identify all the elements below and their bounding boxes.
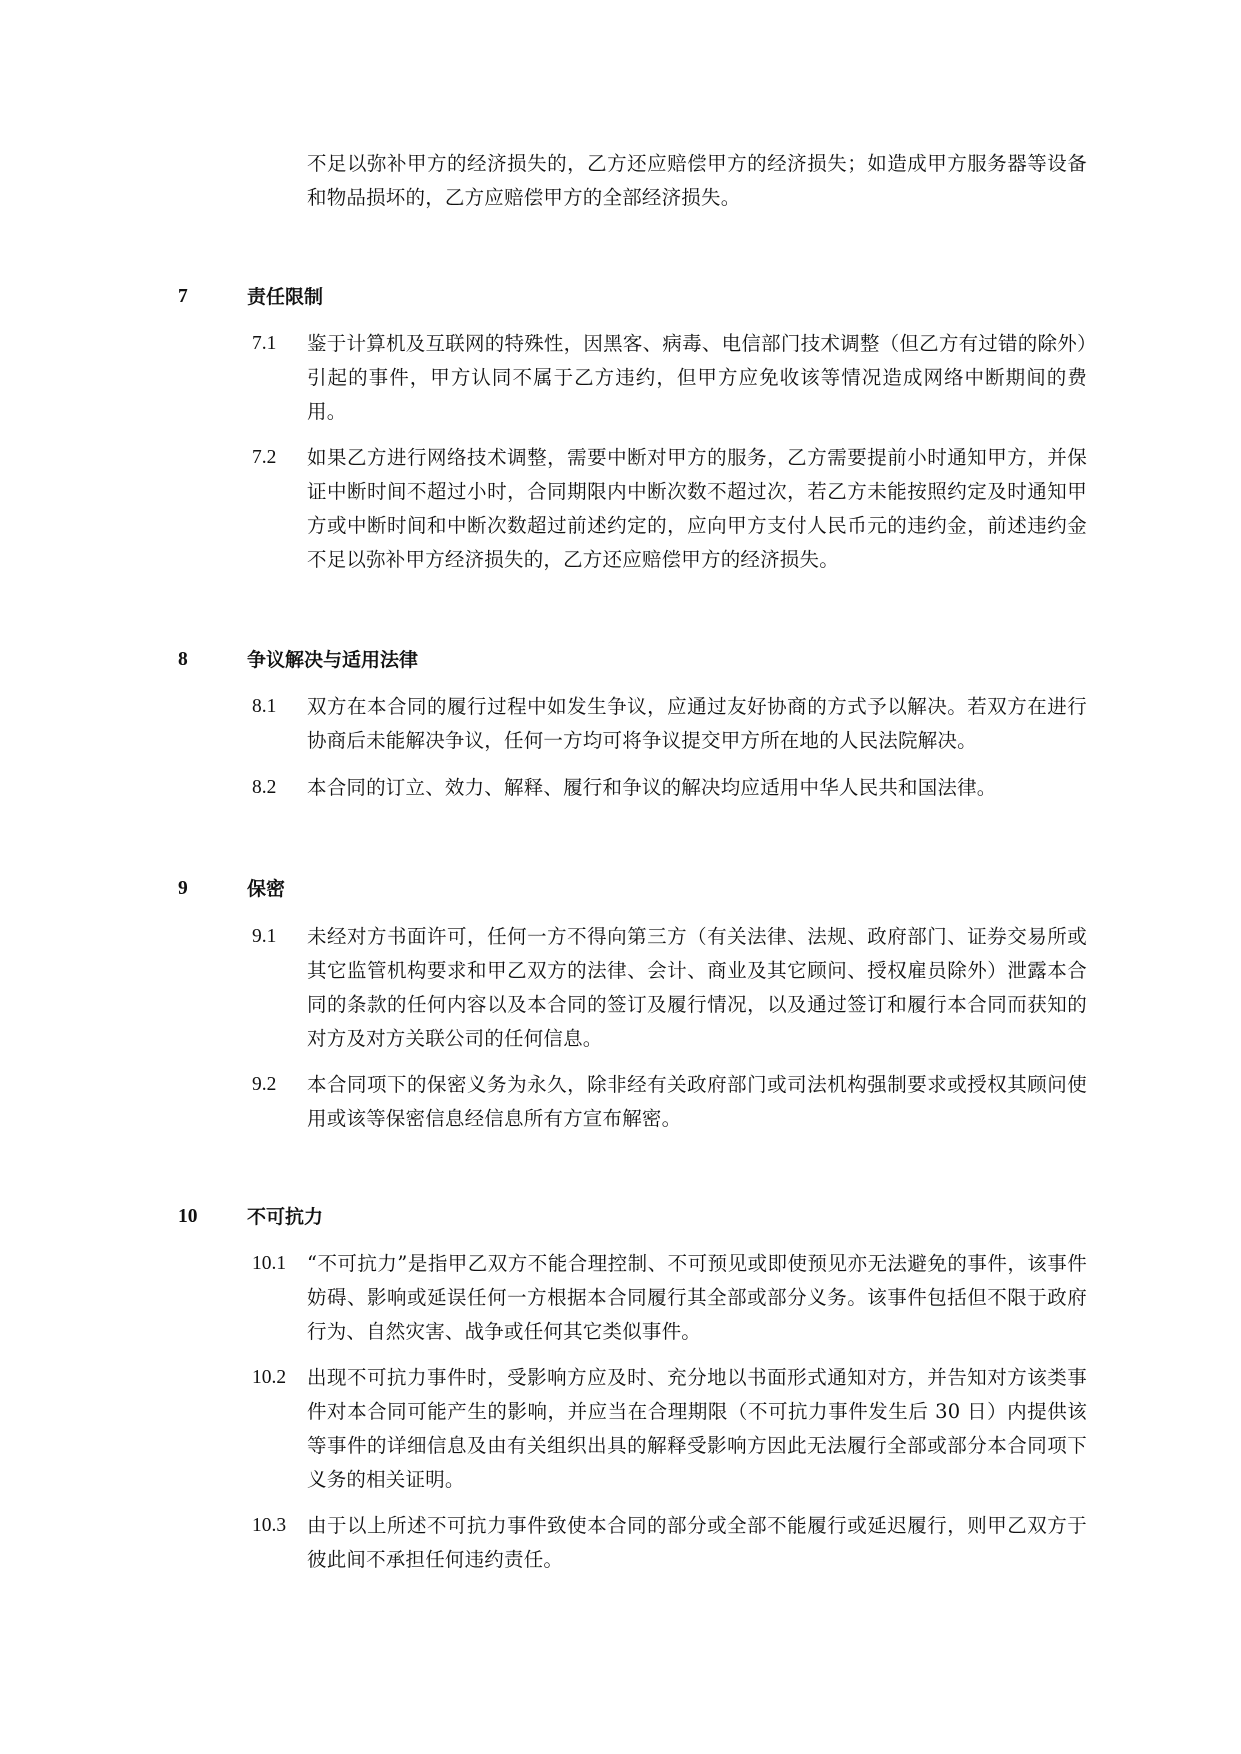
section-title: 不可抗力 (247, 1206, 324, 1228)
clause-number: 8.2 (252, 777, 277, 798)
clause-text: 出现不可抗力事件时，受影响方应及时、充分地以书面形式通知对方，并告知对方该类事件对本合同可能产生的影响，并应当在合理期限（不可抗力事件发生后 30 日）内提供该等事件的详细信息及由有关组织出具的解释受影响方因此无法履行全部或部分本合同项下义务的相关证明。 (307, 1366, 1087, 1491)
section-number: 7 (178, 286, 188, 307)
section-heading-10 (0, 1200, 1241, 1234)
clause-number: 7.2 (252, 447, 277, 468)
clause-text: 鉴于计算机及互联网的特殊性，因黑客、病毒、电信部门技术调整（但乙方有过错的除外）引起的事件，甲方认同不属于乙方违约，但甲方应免收该等情况造成网络中断期间的费用。 (307, 332, 1087, 423)
section-heading-9 (0, 872, 1241, 906)
section-heading-7 (0, 280, 1241, 314)
section-heading-8 (0, 643, 1241, 677)
clause-number: 10.3 (252, 1515, 287, 1536)
clause-number: 10.1 (252, 1253, 287, 1274)
clause-text: 如果乙方进行网络技术调整，需要中断对甲方的服务，乙方需要提前小时通知甲方，并保证中断时间不超过小时，合同期限内中断次数不超过次，若乙方未能按照约定及时通知甲方或中断时间和中断次数超过前述约定的，应向甲方支付人民币元的违约金，前述违约金不足以弥补甲方经济损失的，乙方还应赔偿甲方的经济损失。 (307, 446, 1087, 571)
clause-number: 8.1 (252, 696, 277, 717)
section-number: 8 (178, 649, 188, 670)
clause-number: 10.2 (252, 1367, 287, 1388)
clause-text: “不可抗力”是指甲乙双方不能合理控制、不可预见或即使预见亦无法避免的事件，该事件妨碍、影响或延误任何一方根据本合同履行其全部或部分义务。该事件包括但不限于政府行为、自然灾害、战争或任何其它类似事件。 (307, 1252, 1087, 1343)
clause-number: 9.1 (252, 926, 277, 947)
section-number: 9 (178, 878, 188, 899)
intro-paragraph: 不足以弥补甲方的经济损失的，乙方还应赔偿甲方的经济损失；如造成甲方服务器等设备和物品损坏的，乙方应赔偿甲方的全部经济损失。 (307, 152, 1087, 209)
section-title: 责任限制 (247, 286, 324, 308)
clause-text: 本合同的订立、效力、解释、履行和争议的解决均应适用中华人民共和国法律。 (307, 776, 997, 799)
clause-number: 7.1 (252, 333, 277, 354)
clause-text: 未经对方书面许可，任何一方不得向第三方（有关法律、法规、政府部门、证券交易所或其它监管机构要求和甲乙双方的法律、会计、商业及其它顾问、授权雇员除外）泄露本合同的条款的任何内容以及本合同的签订及履行情况，以及通过签订和履行本合同而获知的对方及对方关联公司的任何信息。 (307, 925, 1087, 1050)
section-title: 争议解决与适用法律 (247, 649, 419, 671)
section-number: 10 (178, 1206, 198, 1227)
clause-text: 双方在本合同的履行过程中如发生争议，应通过友好协商的方式予以解决。若双方在进行协商后未能解决争议，任何一方均可将争议提交甲方所在地的人民法院解决。 (307, 695, 1087, 752)
clause-text: 本合同项下的保密义务为永久，除非经有关政府部门或司法机构强制要求或授权其顾问使用或该等保密信息经信息所有方宣布解密。 (307, 1073, 1087, 1130)
clause-text: 由于以上所述不可抗力事件致使本合同的部分或全部不能履行或延迟履行，则甲乙双方于彼此间不承担任何违约责任。 (307, 1514, 1087, 1571)
clause-number: 9.2 (252, 1074, 277, 1095)
section-title: 保密 (247, 878, 286, 900)
